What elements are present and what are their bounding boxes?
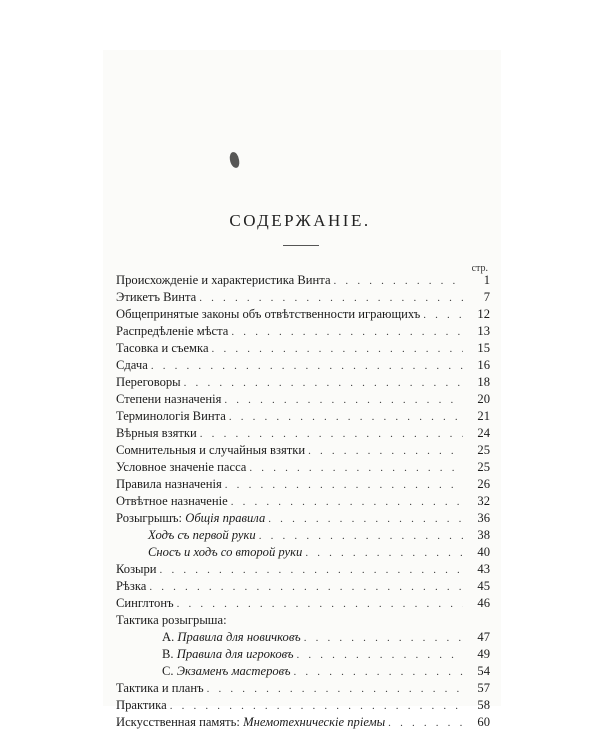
- toc-entry-page: 7: [483, 290, 490, 304]
- toc-entry: [116, 442, 490, 459]
- toc-entry-page: 58: [477, 698, 490, 712]
- toc-entry-title: Ходъ съ первой руки: [148, 528, 256, 542]
- toc-entry-page: 54: [477, 664, 490, 678]
- leader-dots: [294, 664, 464, 681]
- toc-entry-page: 60: [477, 715, 490, 729]
- toc-entry: [116, 306, 490, 323]
- toc-entry-title: Степени назначенія: [116, 392, 222, 406]
- toc-entry: [116, 595, 490, 612]
- toc-entry-title: Искусственная память: Мнемотехническіе пріемы: [116, 715, 386, 729]
- toc-entry-page: 46: [477, 596, 490, 610]
- leader-dots: [199, 290, 463, 307]
- toc-entry-title: Правила назначенія: [116, 477, 222, 491]
- toc-entry-page: 26: [477, 477, 490, 491]
- toc-entry-title: B. Правила для игроковъ: [162, 647, 294, 661]
- leader-dots: [249, 460, 463, 477]
- toc-subentry: [116, 544, 490, 561]
- toc-entry: [116, 459, 490, 476]
- leader-dots: [305, 545, 463, 562]
- leader-dots: [149, 579, 463, 596]
- leader-dots: [259, 528, 463, 545]
- leader-dots: [212, 341, 463, 358]
- toc-entry-page: 13: [477, 324, 490, 338]
- toc-entry-title: Розыгрышъ: Общія правила: [116, 511, 266, 525]
- leader-dots: [177, 596, 463, 613]
- leader-dots: [224, 392, 463, 409]
- toc-subentry: [116, 527, 490, 544]
- leader-dots: [308, 443, 463, 460]
- toc-entry-page: 16: [477, 358, 490, 372]
- toc-entry-title: Практика: [116, 698, 167, 712]
- toc-entry-title: Тактика и планъ: [116, 681, 204, 695]
- toc-entry-title: Условное значеніе пасса: [116, 460, 247, 474]
- toc-entry-page: 25: [477, 443, 490, 457]
- toc-entry-page: 12: [477, 307, 490, 321]
- toc-entry: [116, 425, 490, 442]
- toc-entry-title: Тактика розыгрыша:: [116, 613, 227, 627]
- toc-entry-title: Сносъ и ходъ со второй руки: [148, 545, 303, 559]
- toc-entry: [116, 391, 490, 408]
- page-column-label: стр.: [471, 263, 488, 274]
- leader-dots: [200, 426, 463, 443]
- toc-entry-title: A. Правила для новичковъ: [162, 630, 301, 644]
- toc-entry: [116, 374, 490, 391]
- toc-entry: [116, 493, 490, 510]
- toc-entry: [116, 357, 490, 374]
- leader-dots: [225, 477, 463, 494]
- toc-entry-title: Происхожденіе и характеристика Винта: [116, 273, 331, 287]
- toc-entry-title: Распредѣленіе мѣста: [116, 324, 229, 338]
- toc-entry: [116, 408, 490, 425]
- toc-entry-page: 24: [477, 426, 490, 440]
- toc-entry: [116, 697, 490, 714]
- toc-entry-page: 32: [477, 494, 490, 508]
- leader-dots: [151, 358, 463, 375]
- toc-entry: [116, 680, 490, 697]
- toc-entry-title: Отвѣтное назначеніе: [116, 494, 228, 508]
- toc-entry-page: 36: [477, 511, 490, 525]
- toc-entry-title: Сдача: [116, 358, 148, 372]
- toc-entry: [116, 340, 490, 357]
- toc-entry: [116, 561, 490, 578]
- leader-dots: [296, 647, 463, 664]
- leader-dots: [207, 681, 463, 698]
- toc-entry-page: 43: [477, 562, 490, 576]
- title-divider: [283, 245, 319, 246]
- toc-entry-title: Тасовка и съемка: [116, 341, 209, 355]
- toc-entry-page: 1: [483, 273, 490, 287]
- toc-entry: [116, 578, 490, 595]
- toc-subentry: [116, 663, 490, 680]
- toc-entry-title: Синглтонъ: [116, 596, 174, 610]
- leader-dots: [184, 375, 463, 392]
- toc-entry: [116, 323, 490, 340]
- toc-entry-page: 15: [477, 341, 490, 355]
- toc-entry: [116, 272, 490, 289]
- toc-entry-title: Терминологія Винта: [116, 409, 226, 423]
- leader-dots: [423, 307, 463, 324]
- toc-entry-page: 49: [477, 647, 490, 661]
- toc-entry-page: 47: [477, 630, 490, 644]
- toc-entry-page: 38: [477, 528, 490, 542]
- leader-dots: [170, 698, 463, 715]
- toc-entry-page: 57: [477, 681, 490, 695]
- toc-entry-title: Сомнительныя и случайныя взятки: [116, 443, 306, 457]
- toc-entry-page: 21: [477, 409, 490, 423]
- toc-subentry: [116, 629, 490, 646]
- toc-entry: [116, 714, 490, 731]
- table-of-contents: [116, 272, 490, 729]
- toc-entry-title: Переговоры: [116, 375, 181, 389]
- toc-entry: [116, 510, 490, 527]
- leader-dots: [229, 409, 463, 426]
- toc-entry-page: 40: [477, 545, 490, 559]
- page-title: СОДЕРЖАНIЕ.: [229, 211, 371, 230]
- toc-section-heading: [116, 612, 490, 629]
- toc-entry-title: Вѣрныя взятки: [116, 426, 197, 440]
- toc-entry-page: 18: [477, 375, 490, 389]
- leader-dots: [268, 511, 463, 528]
- toc-entry-title: Рѣзка: [116, 579, 147, 593]
- leader-dots: [388, 715, 463, 732]
- leader-dots: [334, 273, 463, 290]
- leader-dots: [304, 630, 463, 647]
- toc-entry-title: Общепринятые законы объ отвѣтственности играющихъ: [116, 307, 421, 321]
- toc-entry-title: C. Экзаменъ мастеровъ: [162, 664, 291, 678]
- leader-dots: [231, 324, 463, 341]
- toc-entry-page: 25: [477, 460, 490, 474]
- leader-dots: [231, 494, 463, 511]
- leader-dots: [160, 562, 463, 579]
- toc-entry: [116, 476, 490, 493]
- toc-entry-page: 45: [477, 579, 490, 593]
- toc-entry-title: Этикетъ Винта: [116, 290, 197, 304]
- toc-entry: [116, 289, 490, 306]
- toc-subentry: [116, 646, 490, 663]
- toc-entry-title: Козыри: [116, 562, 157, 576]
- toc-entry-page: 20: [477, 392, 490, 406]
